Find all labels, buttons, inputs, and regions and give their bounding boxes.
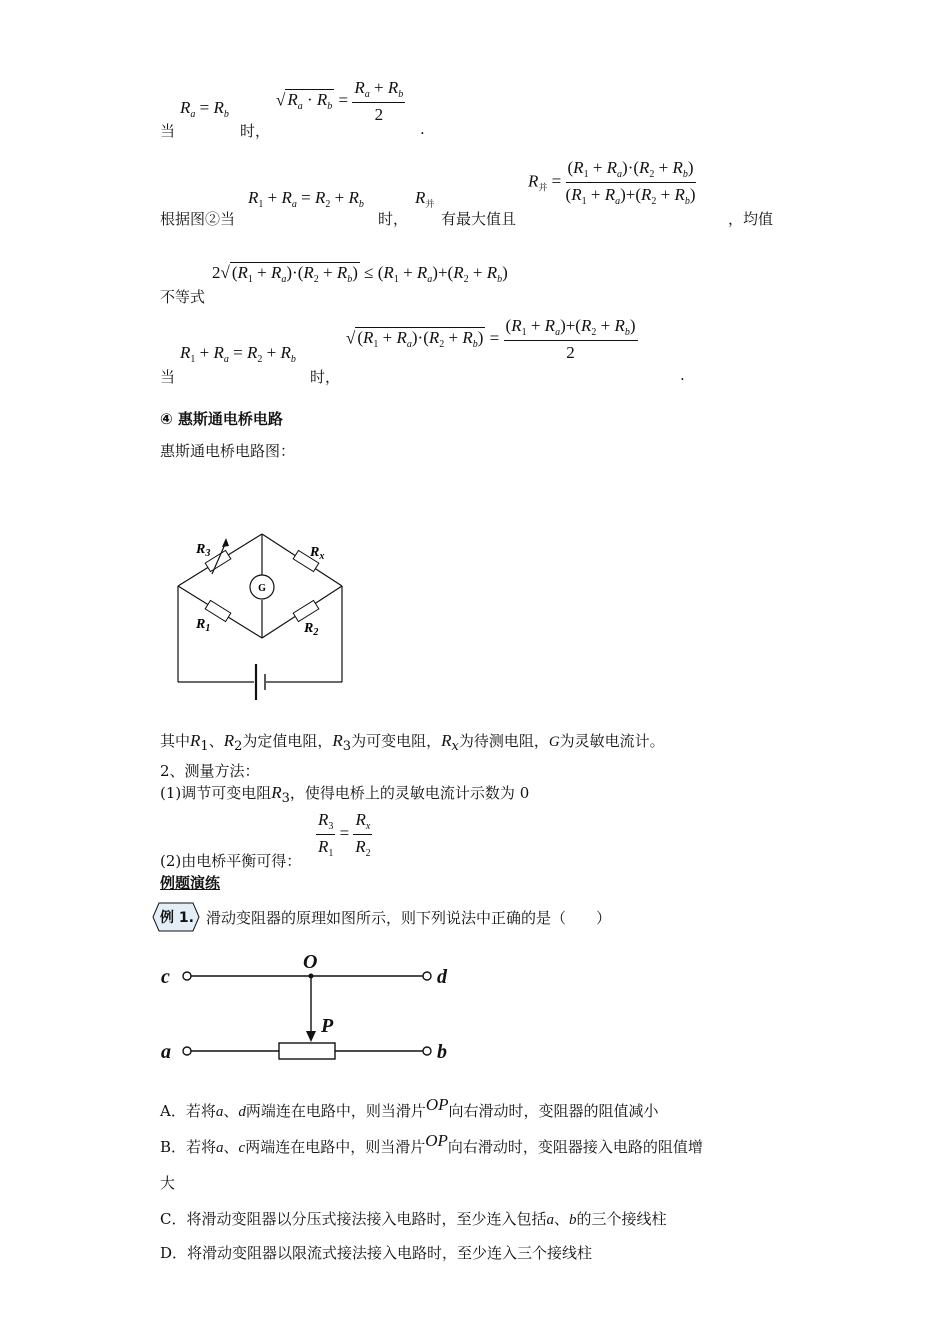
method-step1: (1)调节可变电阻R3，使得电桥上的灵敏电流计示数为 0 [160, 783, 530, 806]
label-d: d [437, 966, 447, 988]
label-r3: $R_3$ [196, 542, 211, 559]
example-tag: 例 1. [160, 910, 194, 926]
variable-arrow-head [222, 538, 229, 547]
line1-mid: 时， [240, 122, 271, 140]
rheostat-diagram [155, 948, 465, 1068]
formula-equal-condition: $R_1 + R_a = R_2 + R_b$ [180, 343, 296, 365]
line1-end: . [420, 120, 425, 138]
label-rx: $R_x$ [310, 545, 325, 562]
resistor-r2 [293, 600, 319, 621]
terminal-c [183, 972, 191, 980]
option-b-continued: 大 [160, 1174, 176, 1192]
method-title: 2、测量方法： [160, 762, 260, 780]
label-p: P [321, 1015, 334, 1037]
line2-tail1: 有最大值且 [441, 210, 517, 228]
option-d[interactable]: D．将滑动变阻器以限流式接法接入电路时，至少连入三个接线柱 [160, 1244, 593, 1262]
example-question: 滑动变阻器的原理如图所示，则下列说法中正确的是（ ） [206, 909, 612, 927]
terminal-d [423, 972, 431, 980]
line1-prefix: 当 [160, 122, 176, 140]
label-r1: $R_1$ [196, 617, 211, 634]
line4-prefix: 当 [160, 368, 176, 386]
section-heading: ④ 惠斯通电桥电路 [160, 410, 283, 428]
wheatstone-bridge-diagram [160, 520, 360, 710]
desc-line: 其中R1、R2为定值电阻，R3为可变电阻，Rx为待测电阻，G为灵敏电流计。 [160, 731, 665, 754]
label-b: b [437, 1041, 447, 1063]
junction-o [309, 974, 314, 979]
terminal-a [183, 1047, 191, 1055]
slider-arrow-head [306, 1031, 316, 1042]
resistor-r1 [205, 600, 231, 621]
option-c[interactable]: C．将滑动变阻器以分压式接法接入电路时，至少连入包括a、b的三个接线柱 [160, 1210, 667, 1228]
rheostat-resistor [279, 1043, 335, 1059]
line4-end: . [680, 366, 685, 384]
option-a[interactable]: A．若将a、d两端连在电路中，则当滑片OP向右滑动时，变阻器的阻值减小 [160, 1095, 659, 1120]
option-b[interactable]: B．若将a、c两端连在电路中，则当滑片OP向右滑动时，变阻器接入电路的阻值增 [160, 1131, 703, 1156]
label-o: O [303, 951, 318, 973]
line2-prefix: 根据图②当 [160, 210, 236, 228]
formula-mean-equality: √ $(R_1 + R_a)\cdot(R_2 + R_b)$ = $\frac{(R_1 + R_a)+(R_2 + R_b)}{2}$ [346, 316, 636, 362]
galvanometer-label: G [258, 583, 266, 594]
label-a: a [161, 1041, 171, 1063]
formula-ra-eq-rb: $R_a = R_b$ [180, 98, 229, 120]
r-parallel-symbol: $R_并$ [415, 188, 435, 209]
formula-sqrt-ra-rb: √ $R_a \cdot R_b$ = $\frac{R_a + R_b}{2}$ [276, 78, 404, 124]
line3-prefix: 不等式 [160, 288, 206, 306]
line2-mid: 时， [378, 210, 409, 228]
method-step2: (2)由电桥平衡可得： [160, 852, 302, 870]
formula-inequality: 2√ $(R_1 + R_a)\cdot(R_2 + R_b) \le (R_1 + R_a)+(R_2 + R_b)$ [212, 263, 508, 285]
terminal-b [423, 1047, 431, 1055]
examples-heading: 例题演练 [160, 874, 221, 892]
line2-tail2: ，均值 [728, 210, 774, 228]
formula-bridge-balance: $\frac{R_3}{R_1}$ = $\frac{R_x}{R_2}$ [318, 810, 371, 859]
label-r2: $R_2$ [304, 621, 319, 638]
line4-mid: 时， [310, 368, 341, 386]
formula-r-parallel: $R_并$ = $\frac{(R_1 + R_a)\cdot(R_2 + R_b)}{(R_1 + R_a)+(R_2 + R_b)}$ [528, 158, 696, 207]
formula-r1ra-eq-r2rb: $R_1 + R_a = R_2 + R_b$ [248, 188, 364, 210]
section-intro: 惠斯通电桥电路图： [160, 442, 296, 460]
label-c: c [161, 966, 170, 988]
